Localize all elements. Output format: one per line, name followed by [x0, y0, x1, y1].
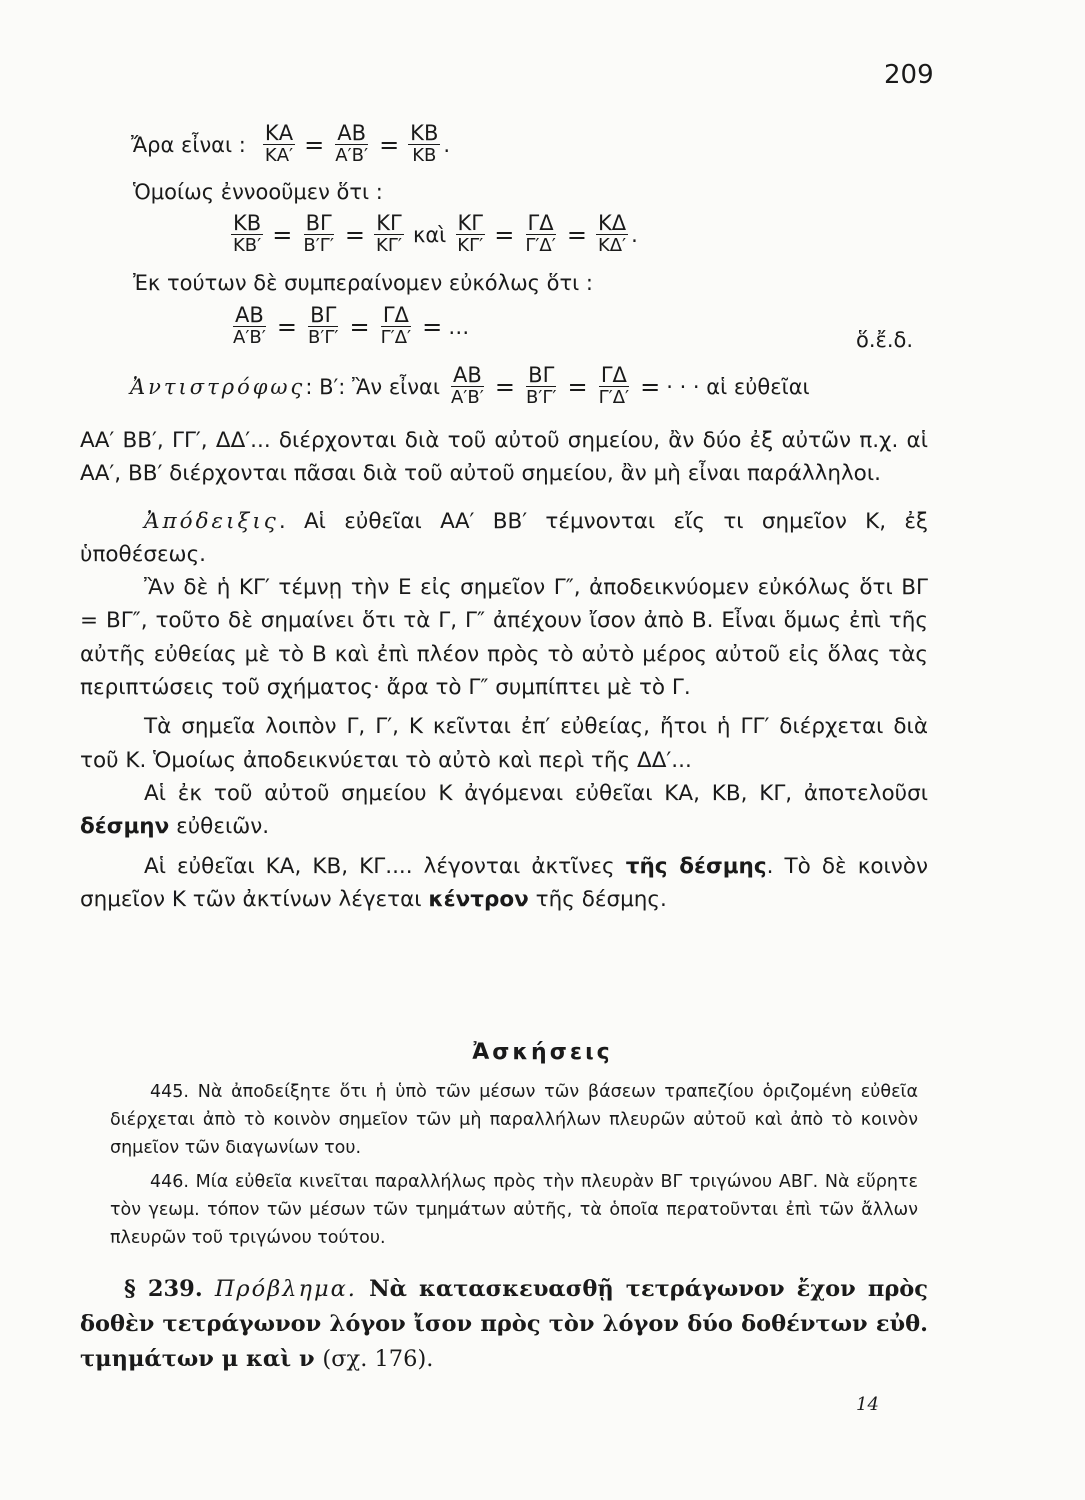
fraction: $\frac{B\Gamma}{B'\Gamma'}$	[303, 211, 334, 256]
exercises-heading: Ἀσκήσεις	[472, 1040, 613, 1065]
paragraph-apodeixis: Ἀπόδειξις. Αἱ εὐθεῖαι ΑΑ′ ΒΒ′ τέμνονται εἴς τι σημεῖον Κ, ἐξ ὑποθέσεως.	[80, 508, 928, 567]
line-omoiws: Ὁμοίως ἐννοοῦμεν ὅτι :	[133, 180, 383, 204]
fraction: $\frac{AB}{A'B'}$	[450, 363, 484, 408]
paragraph-4: Αἱ ἐκ τοῦ αὐτοῦ σημείου Κ ἀγόμεναι εὐθεῖαι ΚΑ, ΚΒ, ΚΓ, ἀποτελοῦσι δέσμην εὐθειῶν.	[80, 780, 928, 840]
problem-239	[80, 1272, 928, 1377]
fraction: $\frac{\Gamma\Delta}{\Gamma'\Delta'}$	[380, 303, 412, 348]
fraction: $\frac{K\Gamma}{K\Gamma'}$	[457, 211, 484, 256]
problem-number: § 239.	[124, 1276, 203, 1302]
line-ek-toutwn: Ἐκ τούτων δὲ συμπεραίνομεν εὐκόλως ὅτι :	[133, 271, 594, 295]
fraction: $\frac{KB}{KB}$	[410, 121, 439, 166]
qed: ὅ.ἔ.δ.	[856, 328, 914, 352]
fraction: $\frac{AB}{A'B'}$	[335, 121, 369, 166]
fraction: $\frac{B\Gamma}{B'\Gamma'}$	[525, 363, 557, 408]
fraction: $\frac{B\Gamma}{B'\Gamma'}$	[307, 303, 339, 348]
fraction: $\frac{\Gamma\Delta}{\Gamma'\Delta'}$	[598, 363, 630, 408]
antistrofos-line: Ἀντιστρόφως : Β′: Ἂν εἶναι $\frac{AB}{A'B'}$ = $\frac{B\Gamma}{B'\Gamma'}$ = $\frac{\Gamma\Delta}{\Gamma'\Delta'}$ = · · · αἱ εὐθεῖαι	[130, 363, 810, 408]
signature-mark: 14	[856, 1394, 879, 1415]
fraction: $\frac{K\Gamma}{K\Gamma'}$	[376, 211, 402, 256]
paragraph-antistrofos-cont: ΑΑ′ ΒΒ′, ΓΓ′, ΔΔ′... διέρχονται διὰ τοῦ αὐτοῦ σημείου, ἂν δύο ἐξ αὐτῶν π.χ. αἱ ΑΑ′, ΒΒ′ διέρχονται πᾶσαι διὰ τοῦ αὐτοῦ σημείου, ἂν μὴ εἶναι παράλληλοι.	[80, 428, 928, 487]
paragraph-5: Αἱ εὐθεῖαι ΚΑ, ΚΒ, ΚΓ.... λέγονται ἀκτῖνες τῆς δέσμης. Τὸ δὲ κοινὸν σημεῖον Κ τῶν ἀκτίνων λέγεται κέντρον τῆς δέσμης.	[80, 853, 928, 912]
exercises	[110, 1078, 918, 1252]
equation-conclusion: $\frac{AB}{A'B'}$ = $\frac{B\Gamma}{B'\Gamma'}$ = $\frac{\Gamma\Delta}{\Gamma'\Delta'}$ = …	[233, 303, 470, 348]
problem-label: Πρόβλημα.	[214, 1276, 357, 1302]
paragraph-2: Ἂν δὲ ἡ ΚΓ′ τέμνῃ τὴν Ε εἰς σημεῖον Γ″, ἀποδεικνύομεν εὐκόλως ὅτι ΒΓ = ΒΓ″, τοῦτο δὲ σημαίνει ὅτι τὰ Γ, Γ″ ἀπέχουν ἴσον ἀπὸ Β. Εἶναι ὅμως ἐπὶ τῆς αὐτῆς εὐθείας μὲ τὸ Β καὶ ἐπὶ πλέον πρὸς τὸ αὐτὸ μέρος αὐτοῦ εἰς ὅλας τὰς περιπτώσεις τοῦ σχήματος· ἄρα τὸ Γ″ συμπίπτει μὲ τὸ Γ.	[80, 575, 928, 701]
exercise-446: 446. Μία εὐθεῖα κινεῖται παραλλήλως πρὸς τὴν πλευρὰν ΒΓ τριγώνου ΑΒΓ. Νὰ εὕρητε τὸν γεωμ. τόπον τῶν μέσων τῶν τμημάτων αὐτῆς, τὰ ὁποῖα περατοῦνται ἐπὶ τῶν ἄλλων πλευρῶν τοῦ τριγώνου τούτου.	[110, 1172, 918, 1248]
equation-omoiws: $\frac{KB}{KB'}$ = $\frac{B\Gamma}{B'\Gamma'}$ = $\frac{K\Gamma}{K\Gamma'}$ καὶ $\frac{K\Gamma}{K\Gamma'}$ = $\frac{\Gamma\Delta}{\Gamma'\Delta'}$ = $\frac{K\Delta}{K\Delta'}$ .	[233, 211, 638, 256]
ara-prefix: Ἄρα εἶναι :	[131, 132, 246, 157]
exercise-445: 445. Νὰ ἀποδείξητε ὅτι ἡ ὑπὸ τῶν μέσων τῶν βάσεων τραπεζίου ὁριζομένη εὐθεῖα διέρχεται ἀπὸ τὸ κοινὸν σημεῖον τῶν μὴ παραλλήλων πλευρῶν αὐτοῦ καὶ ἀπὸ τὸ κοινὸν σημεῖον τῶν διαγωνίων του.	[110, 1082, 918, 1158]
body-text	[80, 424, 928, 916]
fraction: $\frac{K\Delta}{K\Delta'}$	[597, 211, 627, 256]
fraction: $\frac{KA}{KA'}$	[264, 121, 294, 166]
fraction: $\frac{AB}{A'B'}$	[233, 303, 266, 348]
page-number: 209	[884, 60, 934, 90]
figure-ref: (σχ. 176).	[322, 1346, 434, 1372]
equation-ara: Ἄρα εἶναι : $\frac{KA}{KA'}$ = $\frac{AB}{A'B'}$ = $\frac{KB}{KB}$ .	[131, 121, 451, 166]
antistrofos-label: Ἀντιστρόφως	[130, 374, 306, 399]
problem-text: Νὰ κατασκευασθῇ τετράγωνον ἔχον πρὸς δοθὲν τετράγωνον λόγον ἴσον πρὸς τὸν λόγον δύο δοθέντων εὐθ. τμημάτων μ καὶ ν	[80, 1276, 929, 1372]
fraction: $\frac{\Gamma\Delta}{\Gamma'\Delta'}$	[525, 211, 556, 256]
paragraph-3: Τὰ σημεῖα λοιπὸν Γ, Γ′, Κ κεῖνται ἐπ′ εὐθείας, ἤτοι ἡ ΓΓ′ διέρχεται διὰ τοῦ Κ. Ὁμοίως ἀποδεικνύεται τὸ αὐτὸ καὶ περὶ τῆς ΔΔ′...	[80, 714, 928, 773]
fraction: $\frac{KB}{KB'}$	[233, 211, 262, 256]
